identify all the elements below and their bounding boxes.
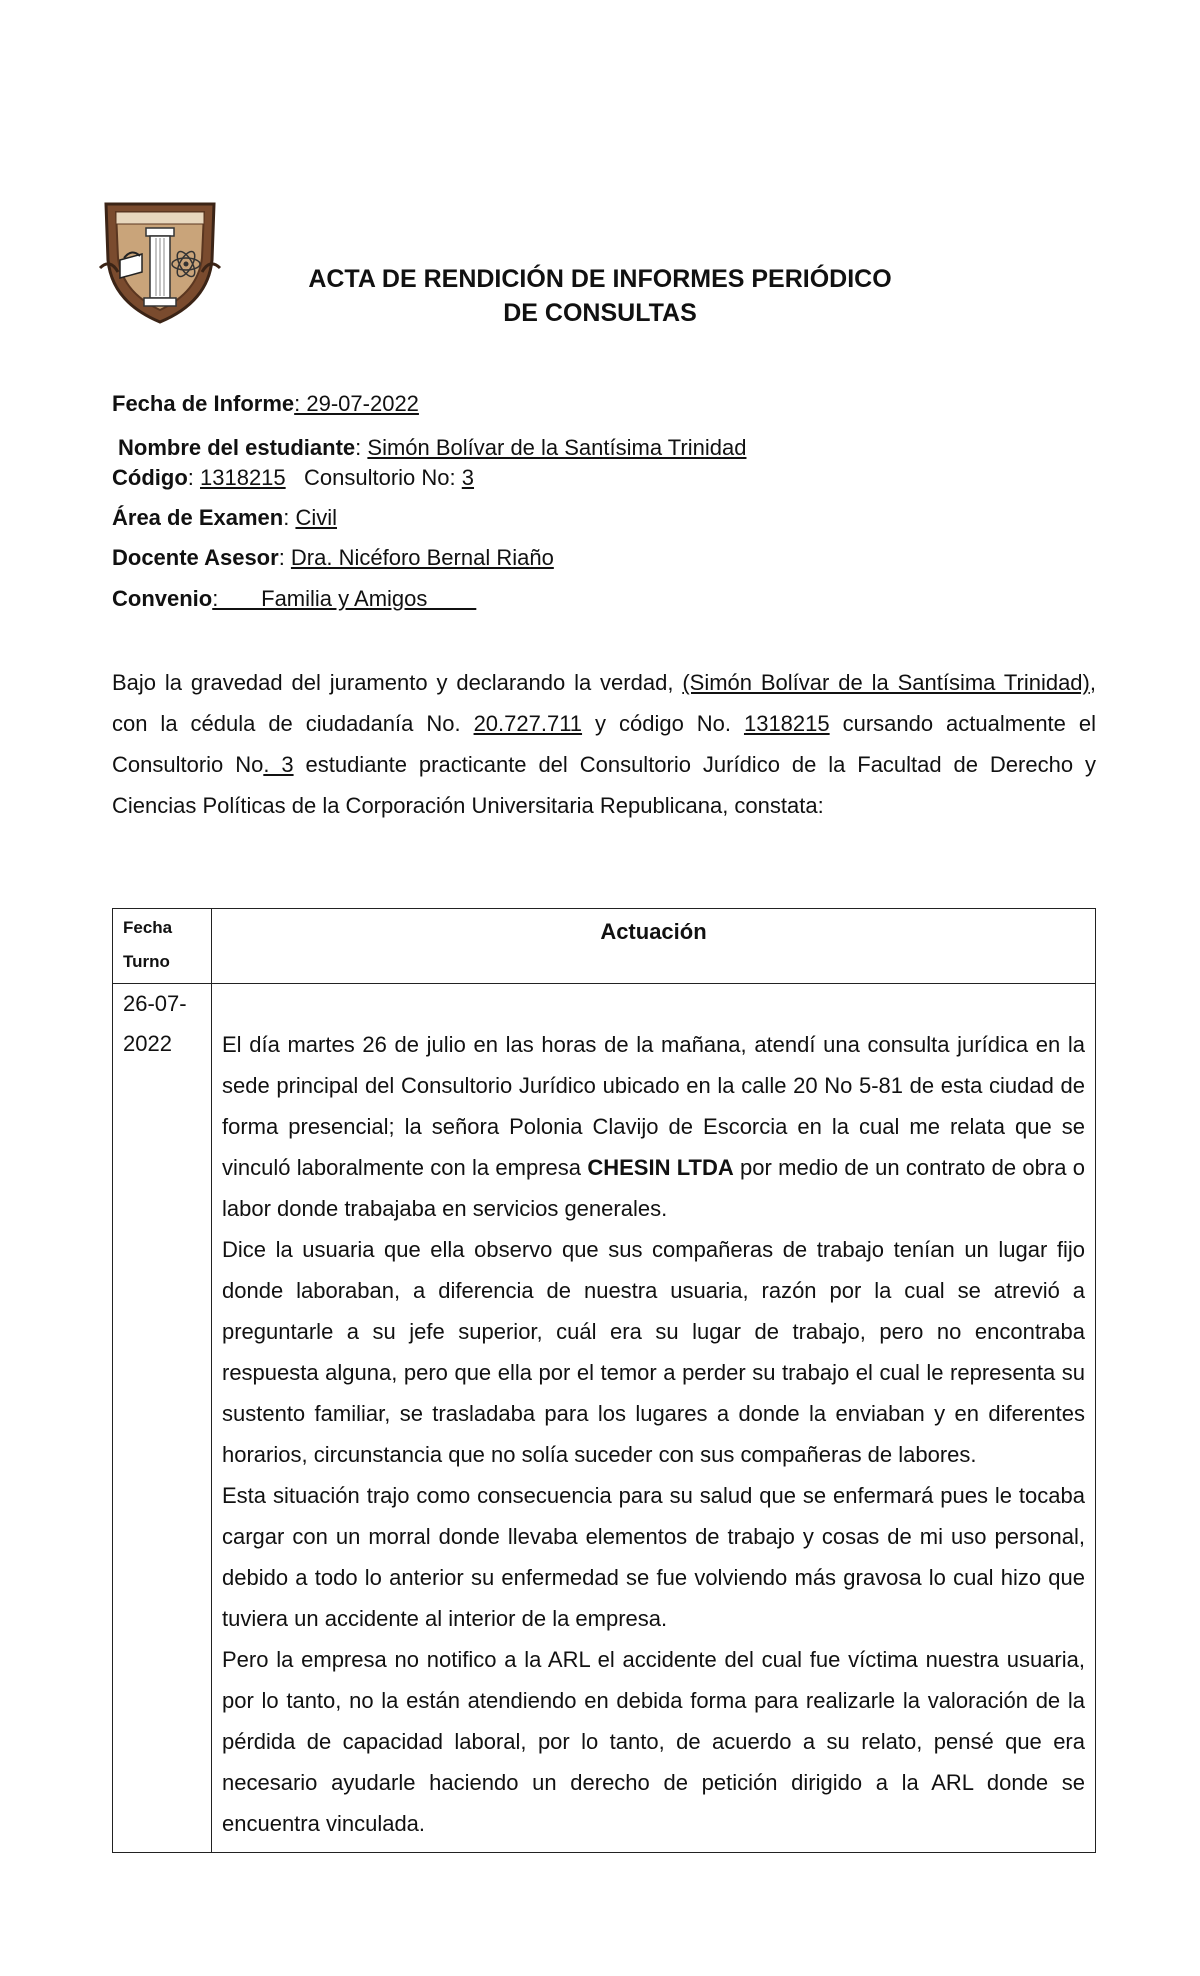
agreement-label: Convenio bbox=[112, 586, 213, 611]
action-paragraph-1 bbox=[222, 1024, 1085, 1229]
agreement-value: : Familia y Amigos bbox=[212, 586, 477, 611]
action-paragraph-4: Pero la empresa no notifico a la ARL el accidente del cual fue víctima nuestra usuaria, por lo tanto, no la están atendiendo en debida forma para realizarle la valoración de la pérdida de capacidad laboral, por lo tanto, de acuerdo a su relato, pensé que era necesario ayudarle haciendo un derecho de petición dirigido a la ARL donde se encuentra vinculada. bbox=[222, 1647, 1085, 1836]
declaration-paragraph bbox=[112, 662, 1096, 826]
declaration-text-4: cursando actualmente el Consultorio No bbox=[112, 711, 1096, 777]
document-title-line-1: ACTA DE RENDICIÓN DE INFORMES PERIÓDICO bbox=[308, 265, 892, 293]
exam-area-value: Civil bbox=[295, 505, 337, 530]
table-row bbox=[113, 984, 1096, 1853]
declaration-text-1: Bajo la gravedad del juramento y declarando la verdad, bbox=[112, 670, 683, 695]
report-date-label: Fecha de Informe bbox=[112, 391, 295, 416]
date-turn-header: Fecha Turno bbox=[113, 909, 212, 984]
declaration-text-3: y código No. bbox=[582, 711, 744, 736]
student-name-field: Nombre del estudiante: Simón Bolívar de la Santísima Trinidad bbox=[118, 435, 747, 460]
declaration-cedula: 20.727.711 bbox=[473, 711, 583, 736]
action-paragraph-1-end: por medio de un contrato de obra o labor donde trabajaba en servicios generales. bbox=[222, 1155, 1085, 1221]
student-code-field: Código: 1318215 Consultorio No: 3 bbox=[112, 465, 475, 490]
exam-area-label: Área de Examen bbox=[112, 505, 284, 530]
student-name-value: Simón Bolívar de la Santísima Trinidad bbox=[367, 435, 747, 460]
consultorio-label: Consultorio No: bbox=[304, 465, 456, 490]
row-date: 26-07-2022 bbox=[113, 984, 212, 1853]
action-header: Actuación bbox=[212, 909, 1096, 984]
declaration-text-2: , con la cédula de ciudadanía No. bbox=[112, 670, 1096, 736]
advisor-field: Docente Asesor: Dra. Nicéforo Bernal Riaño bbox=[112, 545, 554, 570]
report-date-field bbox=[112, 390, 419, 418]
advisor-label: Docente Asesor bbox=[112, 545, 279, 570]
activity-table bbox=[112, 908, 1096, 1853]
declaration-student-name: (Simón Bolívar de la Santísima Trinidad) bbox=[682, 670, 1090, 695]
declaration-code: 1318215 bbox=[743, 711, 830, 736]
action-paragraph-1-text: El día martes 26 de julio en las horas de la mañana, atendí una consulta jurídica en la sede principal del Consultorio Jurídico ubicado en la calle 20 No 5-81 de esta ciudad de forma presencial; la señora Polonia Clavijo de Escorcia en la cual me relata que se vinculó laboralmente con la empresa bbox=[222, 1032, 1085, 1180]
advisor-value: Dra. Nicéforo Bernal Riaño bbox=[290, 545, 554, 570]
declaration-consultorio: . 3 bbox=[263, 752, 294, 777]
exam-area-field: Área de Examen: Civil bbox=[112, 505, 337, 530]
action-paragraph-3: Esta situación trajo como consecuencia para su salud que se enfermará pues le tocaba cargar con un morral donde llevaba elementos de trabajo y cosas de mi uso personal, debido a todo lo anterior su enfermedad se fue volviendo más gravosa lo cual hizo que tuviera un accidente al interior de la empresa. bbox=[222, 1483, 1085, 1631]
table-header-row bbox=[113, 909, 1096, 984]
student-code-value: 1318215 bbox=[200, 465, 286, 490]
declaration-text-5: estudiante practicante del Consultorio Jurídico de la Facultad de Derecho y Ciencias Políticas de la Corporación Universitaria Republicana, constata: bbox=[112, 752, 1096, 818]
document-title-line-2: DE CONSULTAS bbox=[503, 299, 697, 327]
university-crest-logo bbox=[96, 198, 224, 326]
agreement-field bbox=[112, 585, 476, 613]
student-code-label: Código bbox=[112, 465, 188, 490]
report-date-value: : 29-07-2022 bbox=[294, 391, 419, 416]
row-action bbox=[212, 984, 1096, 1853]
company-name: CHESIN LTDA bbox=[587, 1155, 734, 1180]
student-name-label: Nombre del estudiante bbox=[118, 435, 356, 460]
consultorio-value: 3 bbox=[461, 465, 475, 490]
action-paragraph-2: Dice la usuaria que ella observo que sus compañeras de trabajo tenían un lugar fijo donde laboraban, a diferencia de nuestra usuaria, razón por la cual se atrevió a preguntarle a su jefe superior, cuál era su lugar de trabajo, pero no encontraba respuesta alguna, pero que ella por el temor a perder su trabajo el cual le representa su sustento familiar, se trasladaba para los lugares a donde la enviaban y en diferentes horarios, circunstancia que no solía suceder con sus compañeras de labores. bbox=[222, 1237, 1085, 1467]
